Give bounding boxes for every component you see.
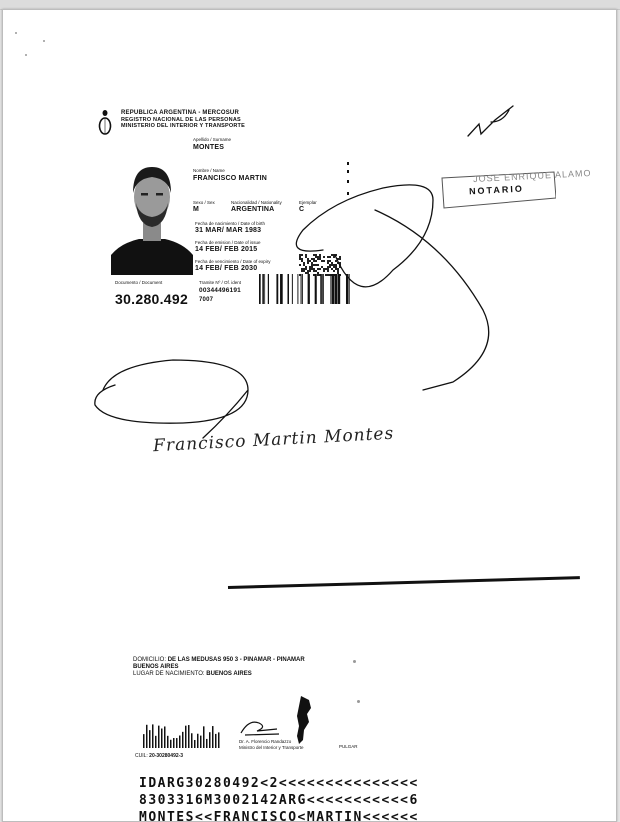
argentina-map-icon xyxy=(291,696,315,744)
address-line xyxy=(133,657,305,664)
birthplace-label: LUGAR DE NACIMIENTO: xyxy=(133,671,205,677)
mrz-line-2: 8303316M3002142ARG<<<<<<<<<<<6 xyxy=(139,793,419,808)
page-divider-line xyxy=(228,576,580,589)
copy-value: C xyxy=(299,206,305,213)
tramite-code: 7007 xyxy=(199,297,214,303)
issue-date-value: 14 FEB/ FEB 2015 xyxy=(195,246,258,253)
nationality-value: ARGENTINA xyxy=(231,206,275,213)
cuil-label: CUIL: xyxy=(135,753,148,759)
expiry-date-label: Fecha de vencimiento / Date of expiry xyxy=(195,259,271,264)
surname-value: MONTES xyxy=(193,144,225,151)
holder-signature-oval xyxy=(95,360,248,438)
perforation-marks xyxy=(347,162,350,202)
scan-speck xyxy=(15,32,17,34)
security-pattern xyxy=(299,254,341,276)
minister-signature xyxy=(237,717,283,737)
scan-speck xyxy=(353,660,356,663)
notary-signature xyxy=(468,106,513,136)
thumb-label: PULGAR xyxy=(339,744,358,749)
copy-label: Ejemplar xyxy=(299,200,317,205)
document-label: Documento / Document xyxy=(115,280,163,285)
fingerprint-mark xyxy=(143,722,223,748)
notary-stamp-role: NOTARIO xyxy=(468,183,525,197)
scan-speck xyxy=(25,54,27,56)
nationality-label: Nacionalidad / Nationality xyxy=(231,200,282,205)
name-label: Nombre / Name xyxy=(193,168,225,173)
document-number: 30.280.492 xyxy=(115,291,189,307)
birthplace-value: BUENOS AIRES xyxy=(206,671,252,677)
id-header-ministry: MINISTERIO DEL INTERIOR Y TRANSPORTE xyxy=(121,123,245,129)
expiry-date-value: 14 FEB/ FEB 2030 xyxy=(195,265,258,272)
handwritten-name: Francisco Martin Montes xyxy=(152,423,395,457)
id-header-registry: REGISTRO NACIONAL DE LAS PERSONAS xyxy=(121,116,241,123)
tramite-number: 00344496191 xyxy=(199,287,241,294)
issue-date-label: Fecha de emision / Date of issue xyxy=(195,240,261,245)
birthplace-line xyxy=(133,671,252,678)
address-value: DE LAS MEDUSAS 950 3 - PINAMAR - PINAMAR xyxy=(167,657,305,663)
tramite-label: Tramite Nº / Of. ident xyxy=(199,280,241,285)
scan-speck xyxy=(43,40,45,42)
sex-value: M xyxy=(193,206,200,213)
cuil-value: 20-30280492-3 xyxy=(149,753,184,759)
surname-label: Apellido / Surname xyxy=(193,137,232,142)
mrz-line-3: MONTES<<FRANCISCO<MARTIN<<<<<< xyxy=(139,810,419,822)
pdf417-barcode xyxy=(259,274,353,304)
id-header xyxy=(121,110,245,130)
machine-readable-zone xyxy=(139,775,419,822)
address-province: BUENOS AIRES xyxy=(133,664,179,670)
minister-role: Ministro del Interior y Transporte xyxy=(239,745,304,750)
address-label: DOMICILIO: xyxy=(133,657,167,663)
scan-speck xyxy=(357,700,360,703)
national-crest-icon xyxy=(98,109,112,135)
scanned-document-page xyxy=(2,9,617,822)
sex-label: Sexo / Sex xyxy=(193,200,215,205)
id-photo xyxy=(111,155,193,275)
birth-date-value: 31 MAR/ MAR 1983 xyxy=(195,227,262,234)
notary-stamp-name: JOSE ENRIQUE ALAMO xyxy=(472,167,592,185)
minister-name: Dr. A. Florencio Randazzo xyxy=(239,739,292,744)
mrz-line-1: IDARG30280492<2<<<<<<<<<<<<<<< xyxy=(139,776,419,791)
cuil-line xyxy=(135,753,183,760)
birth-date-label: Fecha de nacimiento / Date of birth xyxy=(195,221,266,226)
id-header-country: REPUBLICA ARGENTINA - MERCOSUR xyxy=(121,110,239,116)
name-value: FRANCISCO MARTIN xyxy=(193,175,267,182)
